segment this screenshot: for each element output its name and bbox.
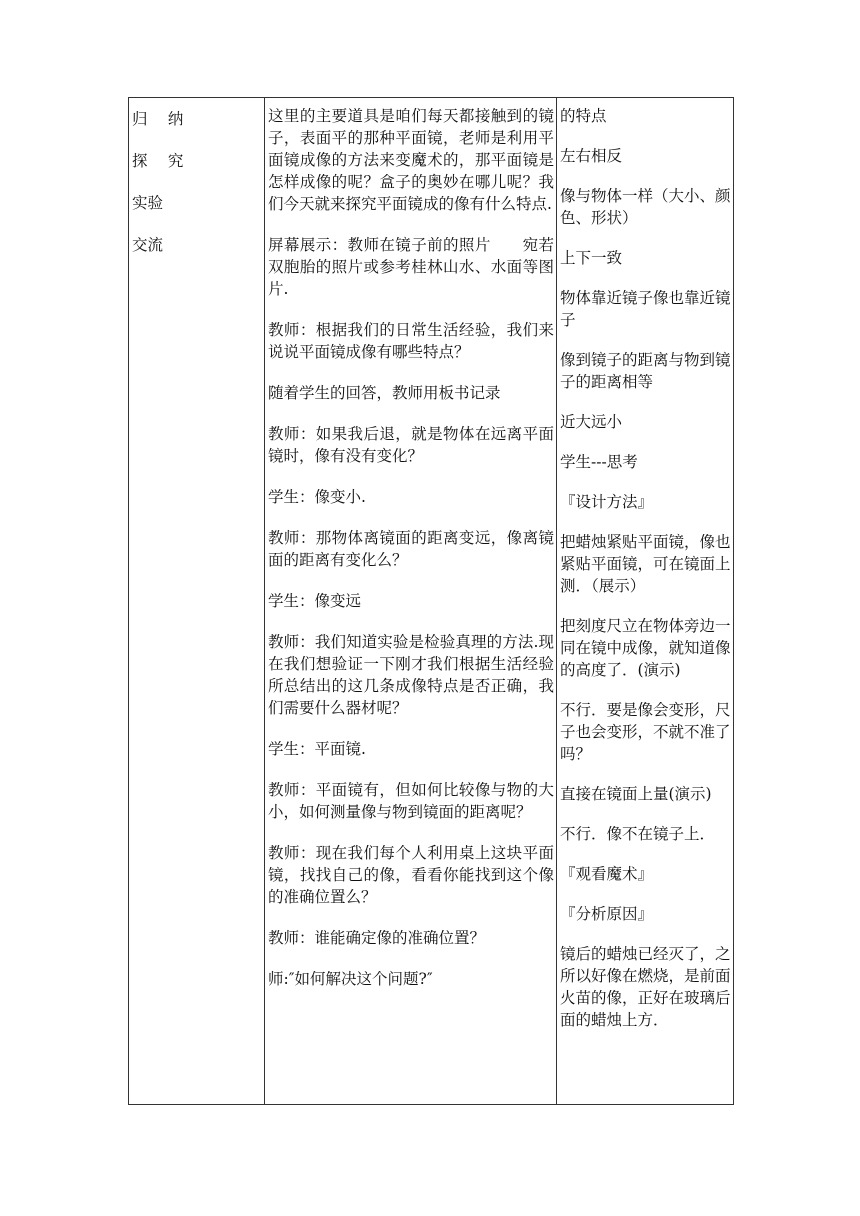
student-paragraph: 像与物体一样（大小、颜色、形状） — [560, 187, 731, 227]
table-row — [129, 98, 734, 1105]
stage-label: 探 究 — [132, 152, 184, 170]
teacher-paragraph: 教师：谁能确定像的准确位置？ — [268, 929, 486, 947]
student-paragraph: 像到镜子的距离与物到镜子的距离相等 — [560, 351, 731, 391]
stage-label: 交流 — [132, 236, 164, 254]
teacher-paragraph: 这里的主要道具是咱们每天都接触到的镜子，表面平的那种平面镜，老师是利用平面镜成像的方法来变魔术的，那平面镜是怎样成像的呢？盒子的奥妙在哪儿呢？我们今天就来探究平面镜成的像有什么特点. — [268, 107, 554, 213]
teacher-activity-column — [265, 98, 557, 1105]
student-paragraph: 上下一致 — [560, 249, 623, 267]
teacher-paragraph: 教师：如果我后退，就是物体在远离平面镜时，像有没有变化？ — [268, 425, 554, 465]
student-paragraph: 直接在镜面上量(演示) — [560, 785, 712, 803]
student-paragraph: 不行．像不在镜子上． — [560, 825, 716, 843]
student-paragraph: 镜后的蜡烛已经灭了，之所以好像在燃烧，是前面火苗的像，正好在玻璃后面的蜡烛上方． — [560, 945, 731, 1029]
student-paragraph: 把刻度尺立在物体旁边一同在镜中成像，就知道像的高度了．(演示) — [560, 617, 731, 679]
student-paragraph: 学生---思考 — [560, 453, 638, 471]
teacher-paragraph: 学生：平面镜. — [268, 740, 366, 758]
student-paragraph: 『观看魔术』 — [560, 865, 654, 883]
teacher-paragraph: 屏幕展示：教师在镜子前的照片 宛若双胞胎的照片或参考桂林山水、水面等图片. — [268, 236, 554, 298]
teacher-paragraph: 教师：我们知道实验是检验真理的方法.现在我们想验证一下刚才我们根据生活经验所总结出的这几条成像特点是否正确，我们需要什么器材呢？ — [268, 633, 554, 717]
teacher-paragraph: 学生：像变小. — [268, 488, 366, 506]
stage-label: 归 纳 — [132, 110, 184, 128]
student-paragraph: 左右相反 — [560, 147, 623, 165]
student-activity-column — [557, 98, 734, 1105]
student-paragraph: 的特点 — [560, 107, 607, 125]
lesson-table — [128, 97, 734, 1105]
student-paragraph: 把蜡烛紧贴平面镜，像也紧贴平面镜，可在镜面上测．（展示） — [560, 533, 731, 595]
stage-column — [129, 98, 265, 1105]
teacher-paragraph: 随着学生的回答，教师用板书记录 — [268, 384, 501, 402]
teacher-paragraph: 学生：像变远 — [268, 592, 362, 610]
student-paragraph: 不行．要是像会变形，尺子也会变形，不就不准了吗？ — [560, 701, 731, 763]
stage-label: 实验 — [132, 194, 164, 212]
teacher-paragraph: 师:″如何解决这个问题?″ — [268, 970, 433, 988]
student-paragraph: 近大远小 — [560, 413, 623, 431]
teacher-paragraph: 教师：平面镜有，但如何比较像与物的大小，如何测量像与物到镜面的距离呢？ — [268, 781, 554, 821]
teacher-paragraph: 教师：根据我们的日常生活经验，我们来说说平面镜成像有哪些特点？ — [268, 321, 554, 361]
student-paragraph: 『设计方法』 — [560, 493, 654, 511]
student-paragraph: 『分析原因』 — [560, 905, 654, 923]
teacher-paragraph: 教师：现在我们每个人利用桌上这块平面镜，找找自己的像，看看你能找到这个像的准确位置么？ — [268, 844, 554, 906]
student-paragraph: 物体靠近镜子像也靠近镜子 — [560, 289, 731, 329]
teacher-paragraph: 教师：那物体离镜面的距离变远，像离镜面的距离有变化么？ — [268, 529, 554, 569]
